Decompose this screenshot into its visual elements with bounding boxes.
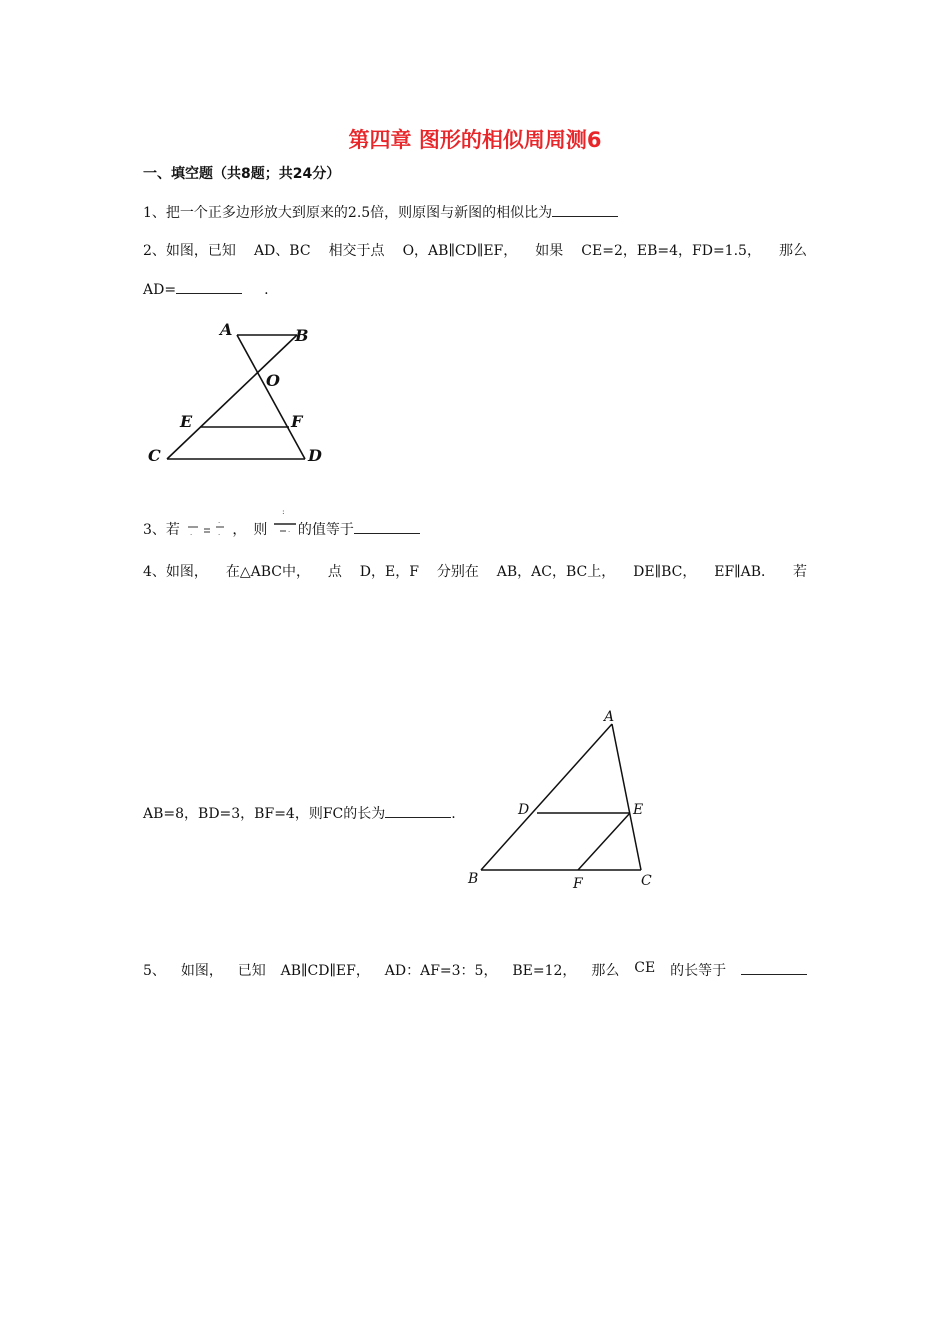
- q2-end: .: [264, 282, 269, 298]
- svg-text:·: ·: [190, 531, 193, 539]
- label-d: D: [518, 802, 530, 818]
- label-e: E: [633, 802, 644, 818]
- q4-part: 4、如图，: [143, 564, 208, 580]
- segment-ac: [612, 724, 644, 870]
- q5-part: 已知: [237, 963, 266, 979]
- q4-part: AB，AC，BC上，: [496, 564, 616, 580]
- q2-part: 那么: [778, 243, 807, 259]
- q4-part: 若: [792, 564, 807, 580]
- question-2-line-1: [143, 240, 807, 260]
- figure-q2: [140, 315, 340, 470]
- q2-part: 如果: [535, 243, 564, 259]
- q2-part: AD、BC: [253, 243, 311, 259]
- label-c: C: [148, 446, 161, 465]
- q4-part: 在△ABC中，: [225, 564, 310, 580]
- question-4-line-1: [143, 561, 807, 581]
- question-1-text: 1、把一个正多边形放大到原来的2.5倍，则原图与新图的相似比为: [143, 205, 553, 221]
- question-2-line-2: [143, 279, 269, 298]
- label-o: O: [266, 371, 280, 390]
- q5-part: CE: [634, 960, 656, 976]
- svg-text:·: ·: [287, 528, 291, 536]
- segment-ab: [481, 724, 612, 870]
- q3-suffix: 的值等于: [297, 522, 354, 538]
- q2-part: O，AB∥CD∥EF，: [402, 243, 518, 259]
- answer-blank-5[interactable]: [741, 960, 807, 975]
- q5-part: AB∥CD∥EF，: [280, 963, 370, 979]
- answer-blank-4[interactable]: [385, 803, 451, 818]
- q2-part: 2、如图，已知: [143, 243, 236, 259]
- label-c: C: [641, 873, 652, 889]
- question-4-line-2: [143, 803, 456, 823]
- answer-blank-3[interactable]: [354, 519, 420, 534]
- q4-line2-text: AB=8，BD=3，BF=4，则FC的长为: [143, 806, 386, 822]
- answer-blank-1[interactable]: [552, 202, 618, 217]
- q3-middle: ， 则: [232, 522, 268, 538]
- q4-part: EF∥AB．: [714, 564, 776, 580]
- question-3: [143, 507, 420, 548]
- fraction-icon: [184, 521, 232, 539]
- q5-part: 如图，: [180, 963, 223, 979]
- q5-part: AD：AF=3：5，: [384, 963, 498, 979]
- svg-text:·: ·: [218, 521, 221, 527]
- segment-ad: [237, 335, 305, 459]
- figure-q4: [460, 705, 665, 895]
- q4-part: 点: [327, 564, 342, 580]
- q2-part: CE=2，EB=4，FD=1.5，: [581, 243, 761, 259]
- fraction-expression-icon: [272, 504, 298, 540]
- q3-prefix: 3、若: [143, 522, 180, 538]
- label-b: B: [295, 326, 309, 345]
- label-a: A: [220, 320, 233, 339]
- q4-end: .: [451, 806, 456, 822]
- question-5: [143, 960, 807, 980]
- svg-text::: :: [281, 507, 285, 516]
- q5-part: 的长等于: [670, 963, 727, 979]
- svg-text:·: ·: [218, 531, 221, 539]
- question-1: [143, 202, 618, 222]
- q5-part: BE=12，: [512, 963, 577, 979]
- label-d: D: [308, 446, 322, 465]
- q4-part: D，E，F: [359, 564, 419, 580]
- segment-ef: [578, 813, 630, 870]
- segment-bc: [167, 335, 297, 459]
- q4-part: 分别在: [436, 564, 479, 580]
- label-a: A: [604, 709, 615, 725]
- section-heading: 一、填空题（共8题；共24分）: [143, 166, 341, 182]
- label-e: E: [180, 412, 193, 431]
- page-title: 第四章 图形的相似周周测6: [348, 128, 602, 152]
- q2-part: 相交于点: [328, 243, 385, 259]
- q2-line2-text: AD=: [143, 282, 177, 298]
- label-f: F: [573, 876, 583, 892]
- q4-part: DE∥BC，: [633, 564, 697, 580]
- label-f: F: [291, 412, 303, 431]
- q5-part: 5、: [143, 963, 166, 979]
- answer-blank-2[interactable]: [176, 279, 242, 294]
- label-b: B: [468, 871, 479, 887]
- q5-part: 那么: [591, 963, 620, 979]
